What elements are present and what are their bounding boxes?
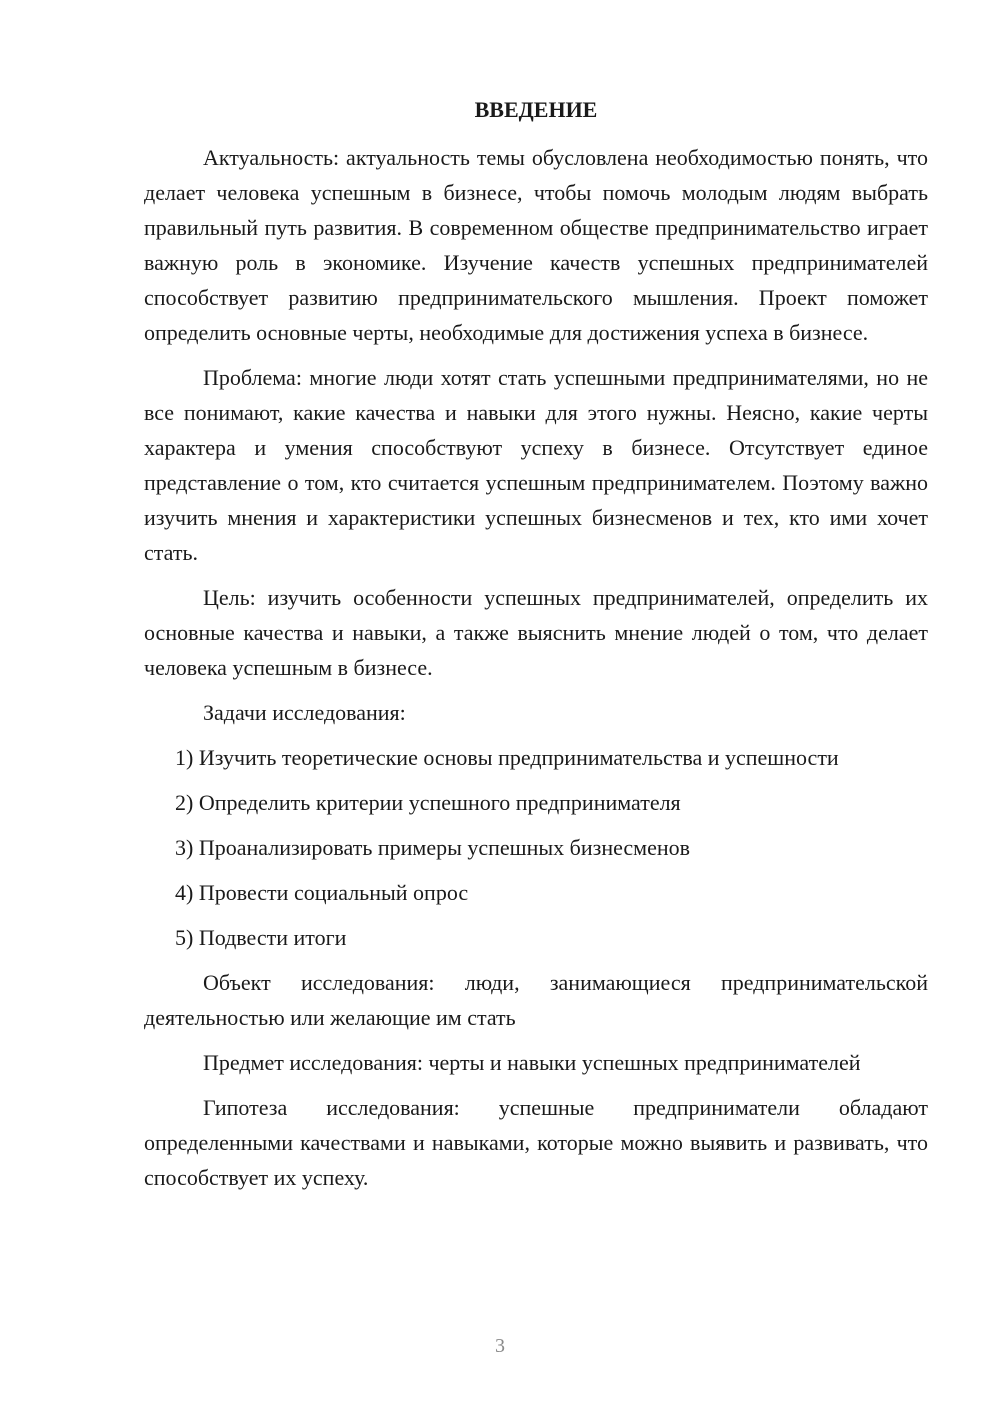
task-item: 5) Подвести итоги — [175, 925, 347, 950]
subject-paragraph: Предмет исследования: черты и навыки успешных предпринимателей — [203, 1050, 861, 1075]
task-item: 4) Провести социальный опрос — [175, 880, 469, 905]
relevance-paragraph: Актуальность: актуальность темы обусловлена необходимостью понять, что делает человека успешным в бизнесе, чтобы помочь молодым людям выбрать правильный путь развития. В современном обществе предпринимательство играет важную роль в экономике. Изучение качеств успешных предпринимателей способствует развитию предпринимательского мышления. Проект поможет определить основные черты, необходимые для достижения успеха в бизнесе. — [144, 145, 928, 345]
page-content — [144, 92, 928, 1205]
task-item: 1) Изучить теоретические основы предпринимательства и успешности — [175, 745, 839, 770]
object-paragraph: Объект исследования: люди, занимающиеся предпринимательской деятельностью или желающие им стать — [144, 970, 928, 1030]
tasks-list — [144, 740, 928, 955]
task-item: 2) Определить критерии успешного предпринимателя — [175, 790, 681, 815]
hypothesis-paragraph: Гипотеза исследования: успешные предприниматели обладают определенными качествами и навыками, которые можно выявить и развивать, что способствует их успеху. — [144, 1095, 928, 1190]
problem-paragraph: Проблема: многие люди хотят стать успешными предпринимателями, но не все понимают, какие качества и навыки для этого нужны. Неясно, какие черты характера и умения способствуют успеху в бизнесе. Отсутствует единое представление о том, кто считается успешным предпринимателем. Поэтому важно изучить мнения и характеристики успешных бизнесменов и тех, кто ими хочет стать. — [144, 365, 928, 565]
tasks-heading: Задачи исследования: — [203, 700, 406, 725]
page-number: 3 — [495, 1335, 505, 1357]
section-title: ВВЕДЕНИЕ — [474, 97, 598, 122]
task-item: 3) Проанализировать примеры успешных бизнесменов — [175, 835, 691, 860]
goal-paragraph: Цель: изучить особенности успешных предпринимателей, определить их основные качества и навыки, а также выяснить мнение людей о том, что делает человека успешным в бизнесе. — [144, 585, 928, 680]
